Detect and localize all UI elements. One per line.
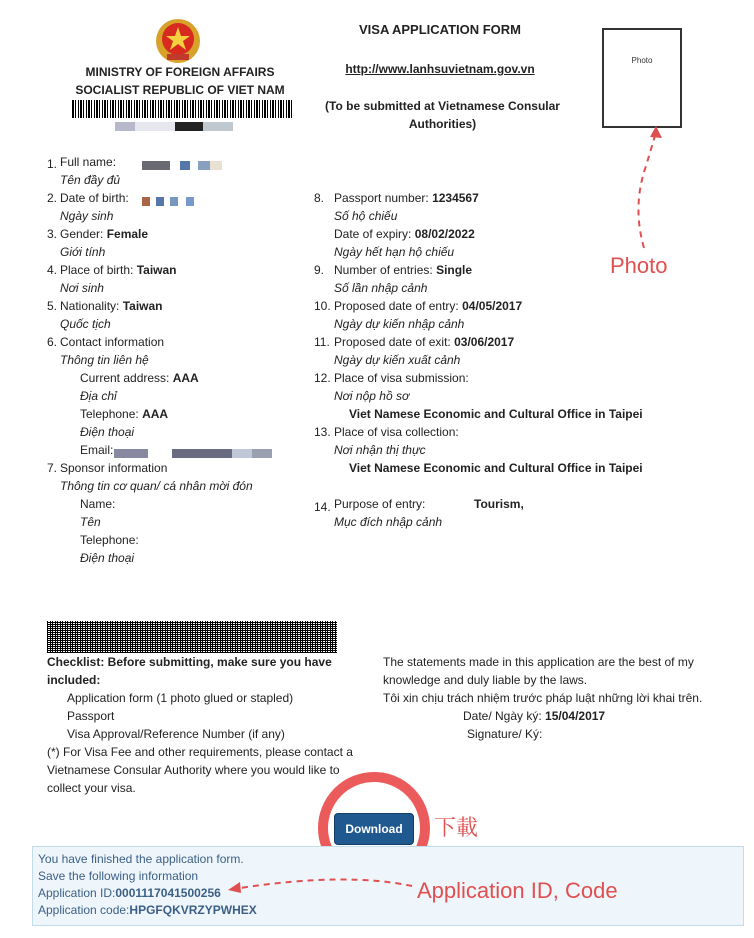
exit-date-vn: Ngày dự kiến xuất cảnh	[334, 353, 461, 367]
contact-info-label: Contact information	[60, 335, 165, 349]
submit-note-line2: Authorities)	[408, 117, 477, 131]
sponsor-name-label: Name:	[80, 497, 116, 511]
fee-note: collect your visa.	[47, 781, 136, 795]
gender-vn: Giới tính	[60, 245, 106, 259]
dob-label: Date of birth:	[60, 191, 129, 205]
checklist-item: Visa Approval/Reference Number (if any)	[67, 727, 285, 741]
sign-date-field: Date/ Ngày ký: 15/04/2017	[463, 709, 606, 723]
address-vn: Địa chỉ	[80, 389, 117, 403]
checklist-title-cont: included:	[47, 673, 101, 687]
form-title: VISA APPLICATION FORM	[358, 22, 522, 37]
download-button[interactable]: Download	[334, 813, 414, 845]
entry-date-field: Proposed date of entry: 04/05/2017	[334, 299, 523, 313]
result-save-text: Save the following information	[38, 869, 199, 883]
entries-field: Number of entries: Single	[334, 263, 473, 277]
redacted-code	[115, 119, 245, 133]
purpose-value: Tourism,	[474, 497, 524, 511]
checklist-item: Passport	[67, 709, 115, 723]
sponsor-info-label: Sponsor information	[60, 461, 168, 475]
declaration-line-vn: Tôi xin chịu trách nhiệm trước pháp luật những lời khai trên.	[383, 691, 703, 705]
field-number: 13.	[314, 425, 331, 439]
expiry-vn: Ngày hết hạn hộ chiếu	[334, 245, 455, 259]
field-number: 5.	[47, 299, 58, 313]
photo-arrow-icon	[630, 126, 670, 256]
purpose-label: Purpose of entry:	[334, 497, 426, 511]
field-number: 10.	[314, 299, 331, 313]
field-number: 8.	[314, 191, 325, 205]
telephone-field: Telephone: AAA	[80, 407, 169, 421]
sponsor-telephone-vn: Điện thoại	[80, 551, 135, 565]
redacted-full-name	[142, 158, 222, 172]
application-id-field: Application ID:0001117041500256	[38, 886, 221, 900]
gender-field: Gender: Female	[60, 227, 149, 241]
declaration-line: The statements made in this application are the best of my	[383, 655, 694, 669]
sponsor-telephone-label: Telephone:	[80, 533, 139, 547]
sponsor-info-vn: Thông tin cơ quan/ cá nhân mời đón	[60, 479, 253, 493]
submission-label: Place of visa submission:	[334, 371, 469, 385]
fee-note: Vietnamese Consular Authority where you would like to	[47, 763, 340, 777]
signature-label: Signature/ Ký:	[467, 727, 543, 741]
nationality-field: Nationality: Taiwan	[60, 299, 163, 313]
redacted-email	[114, 446, 272, 460]
submission-vn: Nơi nộp hồ sơ	[334, 389, 410, 403]
entry-date-vn: Ngày dự kiến nhập cảnh	[334, 317, 465, 331]
checklist-title: Checklist: Before submitting, make sure you have	[47, 655, 332, 669]
redacted-dob	[142, 194, 194, 208]
field-number: 12.	[314, 371, 331, 385]
fee-note: (*) For Visa Fee and other requirements, please contact a	[47, 745, 353, 759]
entries-vn: Số lần nhập cảnh	[334, 281, 428, 295]
declaration-line: knowledge and duly liable by the laws.	[383, 673, 588, 687]
birthplace-field: Place of birth: Taiwan	[60, 263, 177, 277]
contact-info-vn: Thông tin liên hệ	[60, 353, 149, 367]
national-emblem-icon	[155, 18, 201, 64]
email-label: Email:	[80, 443, 114, 457]
field-number: 11.	[314, 335, 330, 349]
application-barcode	[47, 621, 337, 653]
download-annotation: 下載	[434, 815, 479, 840]
field-number: 14.	[314, 500, 331, 514]
field-number: 7.	[47, 461, 58, 475]
field-number: 4.	[47, 263, 58, 277]
telephone-vn: Điện thoại	[80, 425, 135, 439]
checklist-item: Application form (1 photo glued or stapled)	[67, 691, 294, 705]
ministry-title: MINISTRY OF FOREIGN AFFAIRS	[85, 65, 275, 79]
header-barcode	[72, 100, 294, 118]
exit-date-field: Proposed date of exit: 03/06/2017	[334, 335, 515, 349]
field-number: 3.	[47, 227, 58, 241]
photo-box	[602, 28, 682, 128]
sponsor-name-vn: Tên	[80, 515, 101, 529]
collection-value: Viet Namese Economic and Cultural Office in Taipei	[349, 461, 643, 475]
gov-url-link[interactable]: http://www.lanhsuvietnam.gov.vn	[345, 62, 535, 76]
purpose-vn: Mục đích nhập cảnh	[334, 515, 443, 529]
address-field: Current address: AAA	[80, 371, 199, 385]
field-number: 1.	[47, 157, 58, 171]
collection-vn: Nơi nhận thị thực	[334, 443, 426, 457]
full-name-label: Full name:	[60, 155, 117, 169]
submit-note-line1: (To be submitted at Vietnamese Consular	[325, 99, 560, 113]
collection-label: Place of visa collection:	[334, 425, 459, 439]
passport-field: Passport number: 1234567	[334, 191, 479, 205]
photo-annotation: Photo	[610, 253, 668, 278]
country-title: SOCIALIST REPUBLIC OF VIET NAM	[75, 83, 285, 97]
passport-vn: Số hộ chiếu	[334, 209, 398, 223]
expiry-field: Date of expiry: 08/02/2022	[334, 227, 475, 241]
field-number: 2.	[47, 191, 58, 205]
app-id-annotation: Application ID, Code	[417, 878, 618, 903]
dob-vn: Ngày sinh	[60, 209, 114, 223]
nationality-vn: Quốc tịch	[60, 317, 111, 331]
app-id-arrow-icon	[226, 874, 416, 896]
field-number: 6.	[47, 335, 58, 349]
field-number: 9.	[314, 263, 325, 277]
birthplace-vn: Nơi sinh	[60, 281, 104, 295]
result-finished-text: You have finished the application form.	[38, 852, 244, 866]
application-code-field: Application code:HPGFQKVRZYPWHEX	[38, 903, 257, 917]
full-name-vn: Tên đầy đủ	[60, 173, 121, 187]
submission-value: Viet Namese Economic and Cultural Office in Taipei	[349, 407, 643, 421]
photo-box-label: Photo	[631, 56, 653, 65]
